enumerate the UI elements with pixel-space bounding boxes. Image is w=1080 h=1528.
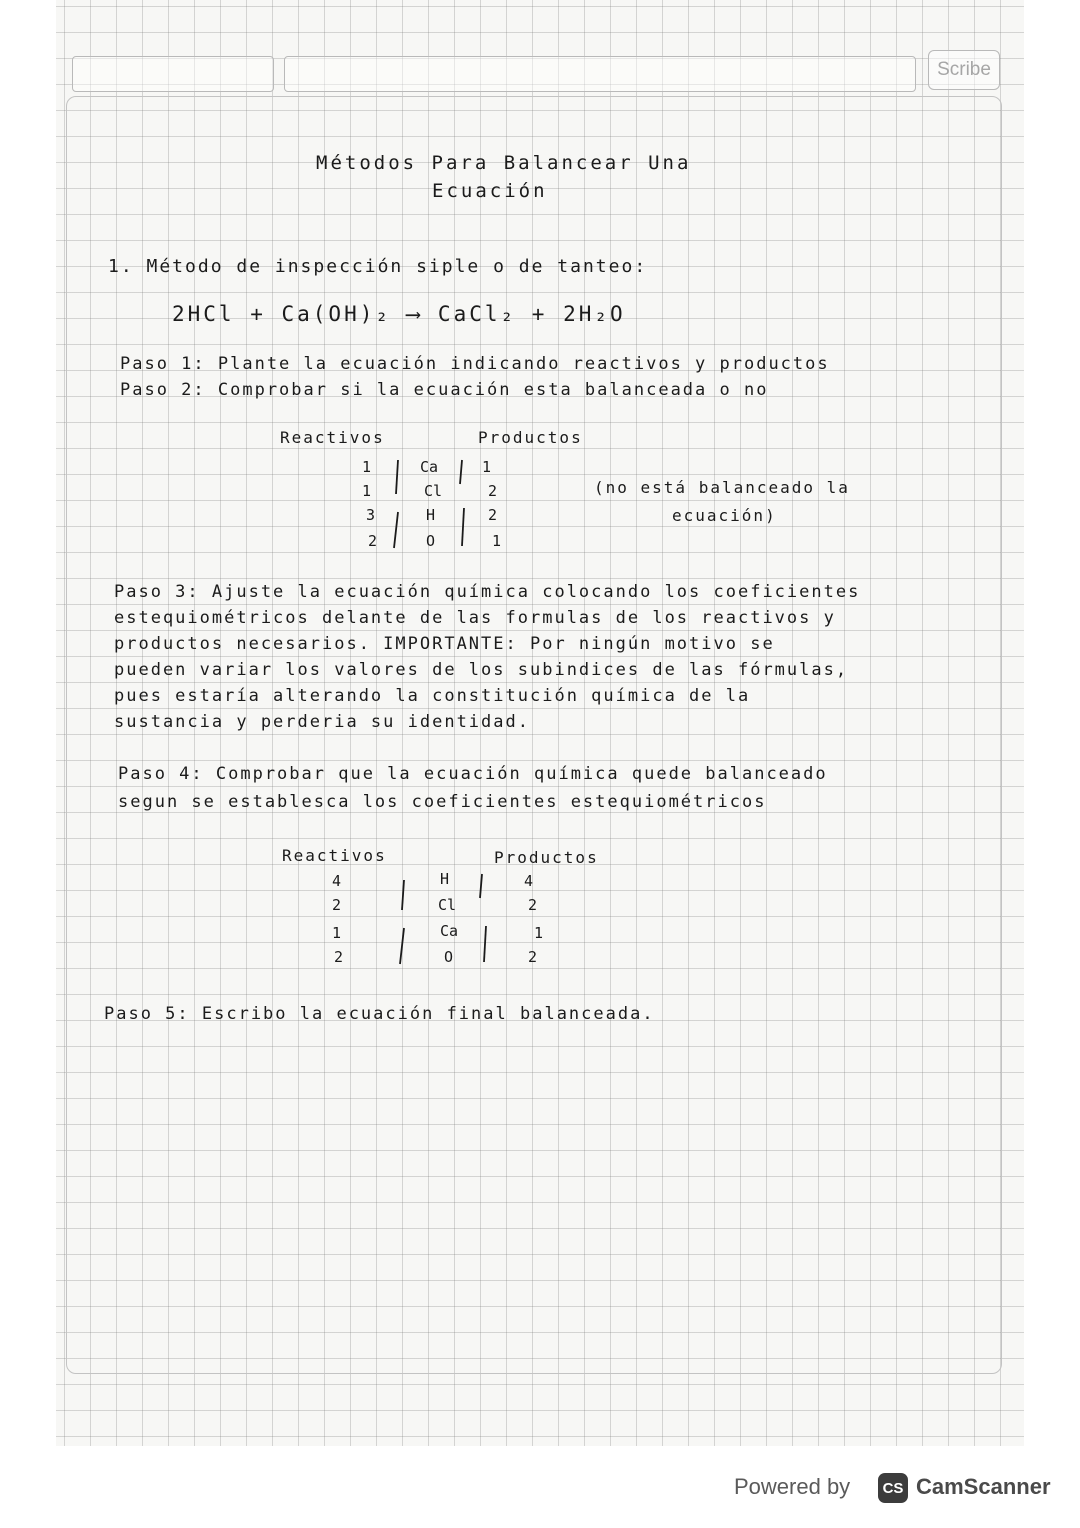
step-3-line: pueden variar los valores de los subindices de las fórmulas,: [114, 660, 849, 680]
table1-element: Cl: [424, 482, 443, 500]
table1-element: O: [426, 532, 436, 550]
table1-reactivo-value: 1: [362, 482, 372, 500]
header-box-title: [284, 56, 916, 92]
table1-element: H: [426, 506, 436, 524]
step-3-line: Paso 3: Ajuste la ecuación química colocando los coeficientes: [114, 582, 861, 602]
step-3-line: estequiométricos delante de las formulas de los reactivos y: [114, 608, 836, 628]
table2-reactivos-label: Reactivos: [282, 846, 387, 865]
table2-reactivo-value: 4: [332, 872, 342, 890]
table1-left-divider-lower: [394, 512, 398, 548]
chemical-equation: 2HCl + Ca(OH)₂ ⟶ CaCl₂ + 2H₂O: [172, 302, 626, 326]
table2-reactivo-value: 2: [334, 948, 344, 966]
table2-left-divider-upper: [402, 880, 404, 910]
table1-producto-value: 1: [482, 458, 492, 476]
table1-dividers: [380, 456, 510, 556]
table1-producto-value: 2: [488, 506, 498, 524]
table1-right-divider-lower: [462, 508, 464, 546]
table1-note-line2: ecuación): [672, 506, 777, 525]
table2-producto-value: 4: [524, 872, 534, 890]
table1-left-divider-upper: [396, 460, 398, 494]
table2-right-divider-upper: [480, 874, 482, 898]
table1-reactivo-value: 1: [362, 458, 372, 476]
method-heading: 1. Método de inspección siple o de tanteo:: [108, 256, 648, 277]
header-box-left: [72, 56, 274, 92]
page-title-line1: Métodos Para Balancear Una: [316, 152, 692, 174]
table2-producto-value: 2: [528, 896, 538, 914]
step-3-line: pues estaría alterando la constitución química de la: [114, 686, 751, 706]
powered-by-label: Powered by: [734, 1474, 851, 1499]
table2-element: H: [440, 870, 450, 888]
table1-reactivo-value: 2: [368, 532, 378, 550]
table1-note-line1: (no está balanceado la: [594, 478, 850, 497]
table2-element: O: [444, 948, 454, 966]
table2-element: Cl: [438, 896, 457, 914]
step-3-line: productos necesarios. IMPORTANTE: Por ningún motivo se: [114, 634, 775, 654]
table2-right-divider-lower: [484, 926, 486, 962]
step-4-line: segun se establesca los coeficientes estequiométricos: [118, 792, 767, 812]
page-title-line2: Ecuación: [432, 180, 548, 202]
step-4-line: Paso 4: Comprobar que la ecuación química quede balanceado: [118, 764, 828, 784]
scribe-logo: Scribe: [928, 50, 1000, 90]
page-frame: [66, 96, 1002, 1374]
table2-producto-value: 2: [528, 948, 538, 966]
table2-producto-value: 1: [534, 924, 544, 942]
table1-producto-value: 2: [488, 482, 498, 500]
camscanner-icon: CS: [878, 1473, 908, 1503]
step-2: Paso 2: Comprobar si la ecuación esta balanceada o no: [120, 380, 769, 400]
step-5: Paso 5: Escribo la ecuación final balanceada.: [104, 1004, 655, 1024]
table2-left-divider-lower: [400, 928, 404, 964]
table1-productos-label: Productos: [478, 428, 583, 447]
table2-productos-label: Productos: [494, 848, 599, 867]
table1-element: Ca: [420, 458, 439, 476]
table2-dividers: [390, 868, 520, 972]
table1-producto-value: 1: [492, 532, 502, 550]
table1-reactivos-label: Reactivos: [280, 428, 385, 447]
table2-reactivo-value: 1: [332, 924, 342, 942]
camscanner-name: CamScanner: [916, 1474, 1051, 1499]
step-1: Paso 1: Plante la ecuación indicando reactivos y productos: [120, 354, 830, 374]
table1-right-divider-upper: [460, 460, 462, 484]
table1-reactivo-value: 3: [366, 506, 376, 524]
table2-element: Ca: [440, 922, 459, 940]
step-3-line: sustancia y perderia su identidad.: [114, 712, 530, 732]
table2-reactivo-value: 2: [332, 896, 342, 914]
